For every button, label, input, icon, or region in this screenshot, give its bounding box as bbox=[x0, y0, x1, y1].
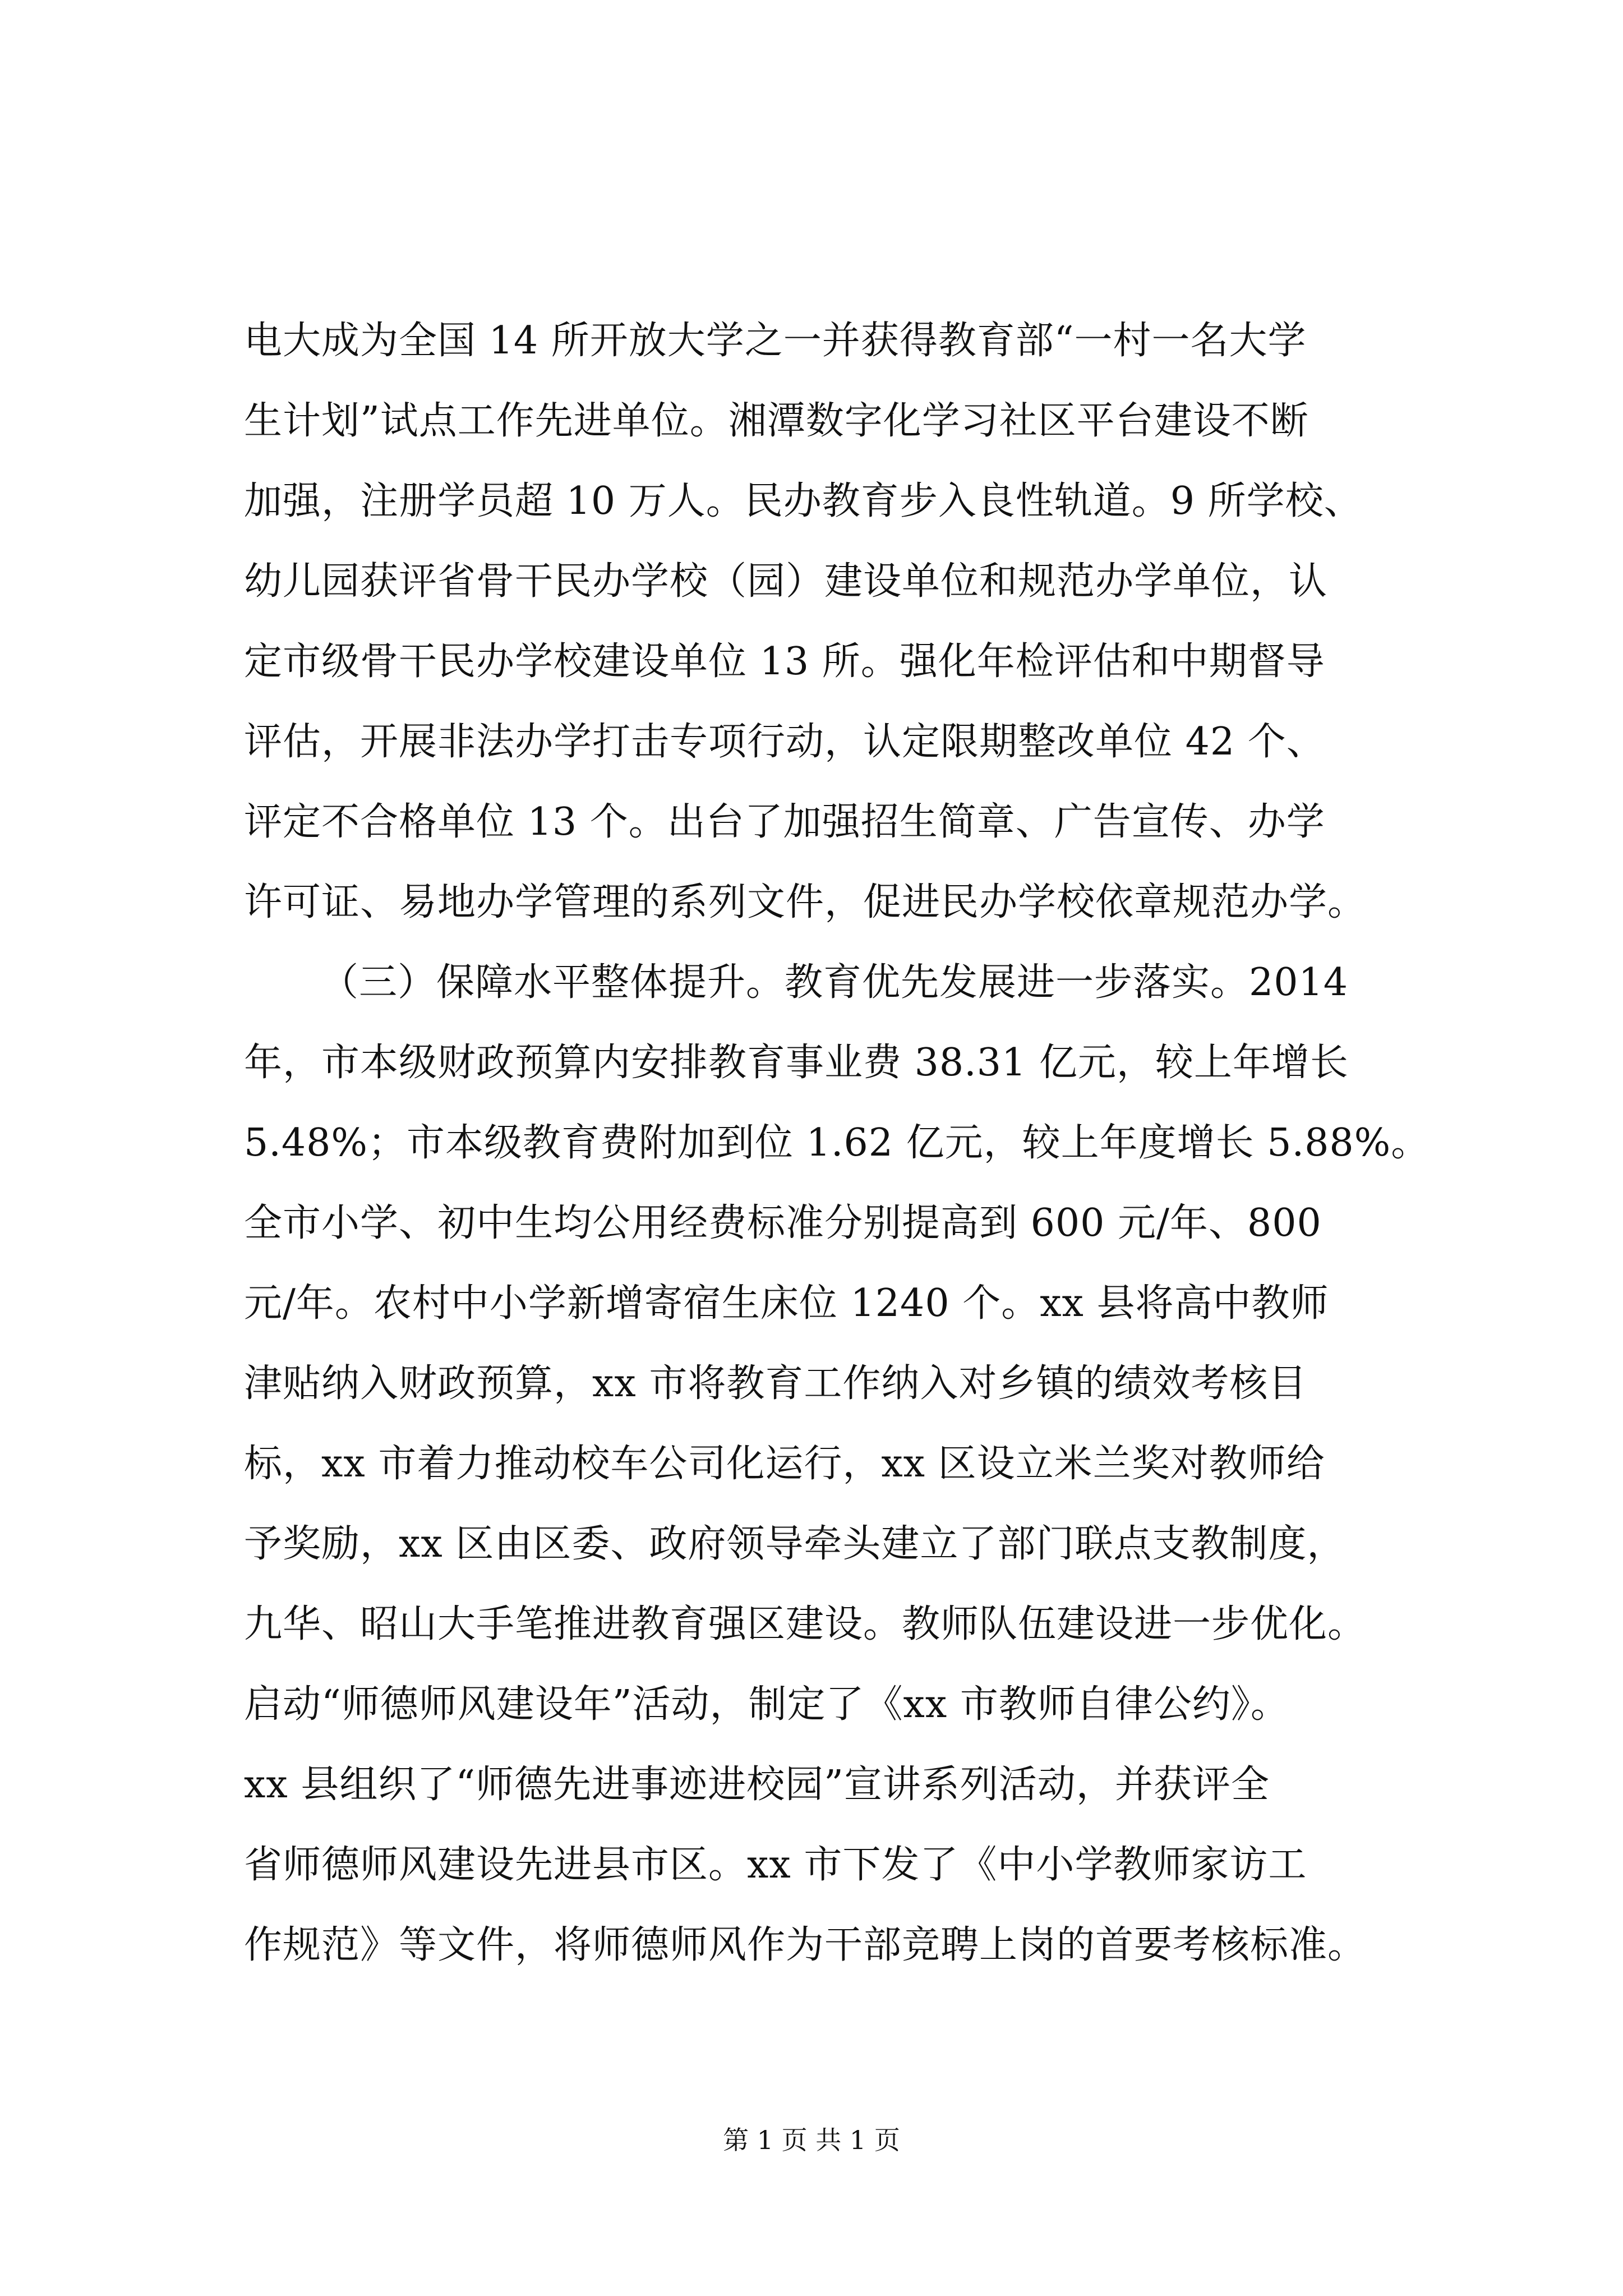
text-line: 标，xx 市着力推动校车公司化运行，xx 区设立米兰奖对教师给 bbox=[244, 1442, 1325, 1486]
text-line: 作规范》等文件，将师德师风作为干部竞聘上岗的首要考核标准。 bbox=[244, 1923, 1367, 1967]
text-line: 九华、昭山大手笔推进教育强区建设。教师队伍建设进一步优化。 bbox=[244, 1602, 1367, 1646]
text-line: 年，市本级财政预算内安排教育事业费 38.31 亿元，较上年增长 bbox=[244, 1041, 1349, 1085]
text-line: 评定不合格单位 13 个。出台了加强招生简章、广告宣传、办学 bbox=[244, 800, 1325, 844]
text-line: xx 县组织了“师德先进事迹进校园”宣讲系列活动，并获评全 bbox=[244, 1763, 1270, 1807]
text-line: 省师德师风建设先进县市区。xx 市下发了《中小学教师家访工 bbox=[244, 1843, 1307, 1887]
text-line: 元/年。农村中小学新增寄宿生床位 1240 个。xx 县将高中教师 bbox=[244, 1281, 1329, 1326]
text-line: 许可证、易地办学管理的系列文件，促进民办学校依章规范办学。 bbox=[244, 880, 1367, 924]
text-line: （三）保障水平整体提升。教育优先发展进一步落实。2014 bbox=[320, 960, 1349, 1005]
text-line: 定市级骨干民办学校建设单位 13 所。强化年检评估和中期督导 bbox=[244, 639, 1325, 684]
body-text bbox=[244, 301, 1455, 1985]
text-line: 予奖励，xx 区由区委、政府领导牵头建立了部门联点支教制度， bbox=[244, 1522, 1346, 1566]
text-line: 全市小学、初中生均公用经费标准分别提高到 600 元/年、800 bbox=[244, 1201, 1322, 1245]
text-line: 评估，开展非法办学打击专项行动，认定限期整改单位 42 个、 bbox=[244, 720, 1325, 764]
text-line: 5.48%；市本级教育费附加到位 1.62 亿元，较上年度增长 5.88%。 bbox=[244, 1121, 1430, 1165]
page-footer: 第 1 页 共 1 页 bbox=[723, 2125, 900, 2155]
text-line: 津贴纳入财政预算，xx 市将教育工作纳入对乡镇的绩效考核目 bbox=[244, 1361, 1307, 1406]
text-line: 幼儿园获评省骨干民办学校（园）建设单位和规范办学单位，认 bbox=[244, 559, 1328, 604]
text-line: 生计划”试点工作先进单位。湘潭数字化学习社区平台建设不断 bbox=[244, 399, 1309, 443]
text-line: 电大成为全国 14 所开放大学之一并获得教育部“一村一名大学 bbox=[244, 319, 1307, 363]
text-line: 加强，注册学员超 10 万人。民办教育步入良性轨道。9 所学校、 bbox=[244, 479, 1363, 523]
text-line: 启动“师德师风建设年”活动，制定了《xx 市教师自律公约》。 bbox=[244, 1682, 1289, 1727]
